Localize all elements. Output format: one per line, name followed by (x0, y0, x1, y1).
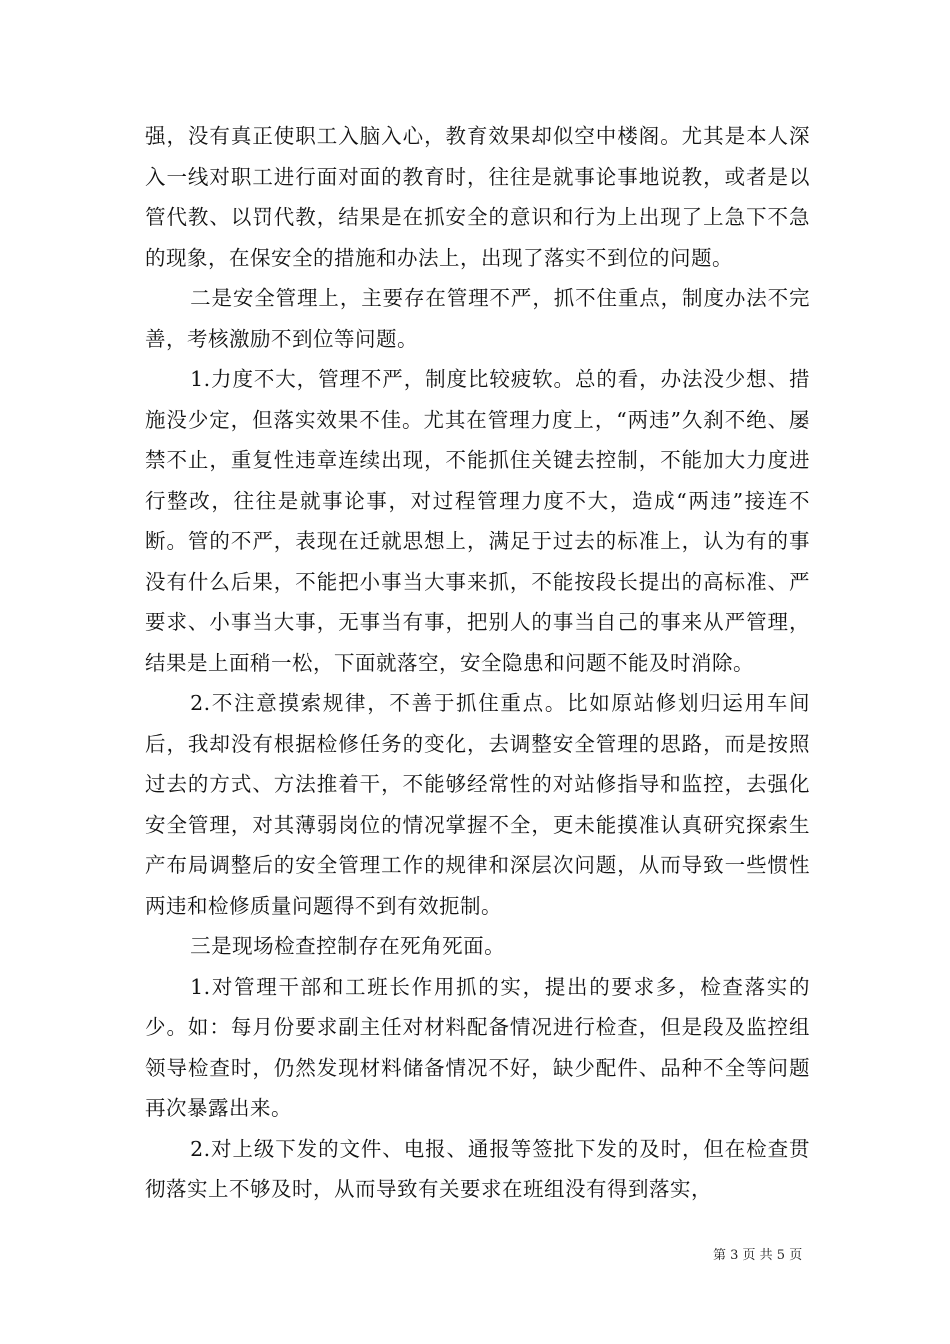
paragraph-4: 2.不注意摸索规律，不善于抓住重点。比如原站修划归运用车间后，我却没有根据检修任务的变化，去调整安全管理的思路，而是按照过去的方式、方法推着干，不能够经常性的对站修指导和监控，去强化安全管理，对其薄弱岗位的情况掌握不全，更未能摸准认真研究探索生产布局调整后的安全管理工作的规律和深层次问题，从而导致一些惯性两违和检修质量问题得不到有效扼制。 (145, 691, 810, 918)
paragraph-2: 二是安全管理上，主要存在管理不严，抓不住重点，制度办法不完善，考核激励不到位等问题。 (145, 286, 810, 351)
paragraph-7: 2.对上级下发的文件、电报、通报等签批下发的及时，但在检查贯彻落实上不够及时，从而导致有关要求在班组没有得到落实， (145, 1136, 810, 1201)
paragraph-5: 三是现场检查控制存在死角死面。 (190, 934, 506, 958)
paragraph-6: 1.对管理干部和工班长作用抓的实，提出的要求多，检查落实的少。如：每月份要求副主任对材料配备情况进行检查，但是段及监控组领导检查时，仍然发现材料储备情况不好，缺少配件、品种不全等问题再次暴露出来。 (145, 974, 810, 1120)
document-body (145, 116, 810, 1210)
page-number-footer: 第 3 页 共 5 页 (713, 1248, 803, 1263)
paragraph-1: 强，没有真正使职工入脑入心，教育效果却似空中楼阁。尤其是本人深入一线对职工进行面对面的教育时，往往是就事论事地说教，或者是以管代教、以罚代教，结果是在抓安全的意识和行为上出现了上急下不急的现象，在保安全的措施和办法上，出现了落实不到位的问题。 (145, 124, 810, 270)
paragraph-3: 1.力度不大，管理不严，制度比较疲软。总的看，办法没少想、措施没少定，但落实效果不佳。尤其在管理力度上，“两违”久刹不绝、屡禁不止，重复性违章连续出现，不能抓住关键去控制，不能加大力度进行整改，往往是就事论事，对过程管理力度不大，造成“两违”接连不断。管的不严，表现在迁就思想上，满足于过去的标准上，认为有的事没有什么后果，不能把小事当大事来抓，不能按段长提出的高标准、严要求、小事当大事，无事当有事，把别人的事当自己的事来从严管理，结果是上面稍一松，下面就落空，安全隐患和问题不能及时消除。 (145, 367, 810, 675)
